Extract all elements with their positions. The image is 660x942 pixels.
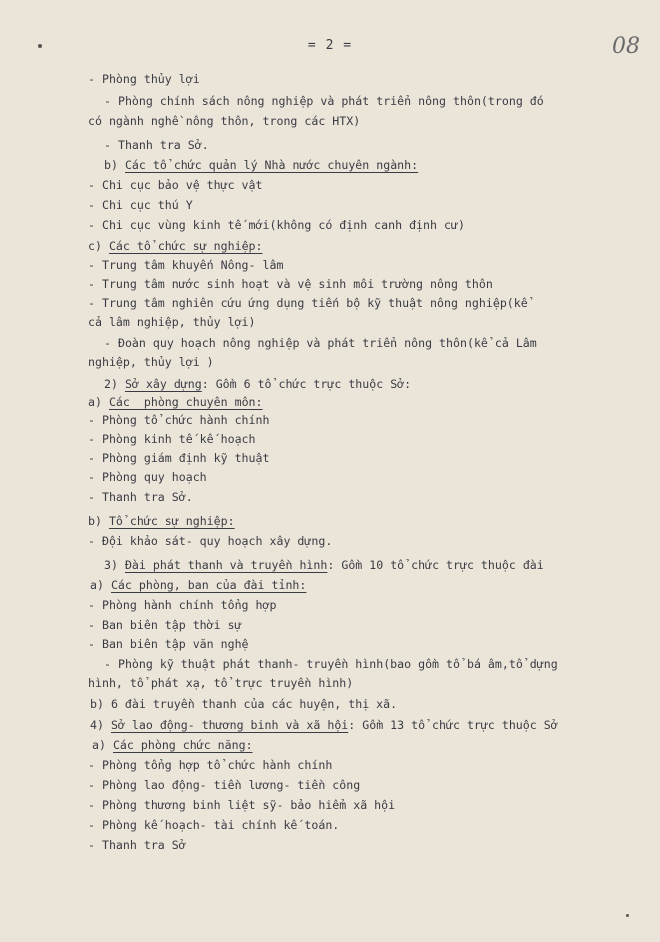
underlined-heading: Các phòng, ban của đài tỉnh: (110, 578, 307, 592)
line-text: a) (90, 578, 111, 592)
ink-speck (38, 44, 42, 48)
text-line (88, 534, 332, 548)
line-text: - Chi cục bảo vệ thực vật (88, 178, 263, 192)
line-text: - Phòng giám định kỹ thuật (88, 451, 270, 465)
line-text: - Trung tâm khuyến Nông- lâm (88, 258, 284, 272)
underlined-heading: Các phòng chuyên môn: (108, 395, 263, 409)
text-line (104, 336, 537, 350)
line-text: nghiệp, thủy lợi ) (88, 355, 214, 369)
line-text: - Ban biên tập văn nghệ (88, 637, 249, 651)
line-text: b) 6 đài truyền thanh của các huyện, thị xã. (90, 697, 398, 711)
text-line (88, 758, 332, 772)
text-line (90, 718, 558, 732)
text-line (88, 514, 235, 528)
line-text: - Phòng kỹ thuật phát thanh- truyền hình(bao gồm tổ bá âm,tổ dựng (104, 657, 558, 671)
text-line (104, 377, 411, 391)
underlined-heading: Sở lao động- thương binh và xã hội (110, 718, 349, 732)
text-line (88, 451, 269, 465)
line-text: - Phòng thương binh liệt sỹ- bảo hiểm xã hội (88, 798, 396, 812)
text-line (90, 578, 306, 592)
text-line (88, 178, 263, 192)
text-line (88, 818, 339, 832)
line-text: - Phòng kinh tế kế hoạch (88, 432, 256, 446)
underlined-heading: Tổ chức sự nghiệp: (108, 514, 235, 528)
line-text: - Thanh tra Sở. (88, 490, 193, 504)
text-line (88, 296, 528, 310)
line-text-rest: : Gồm 6 tổ chức trực thuộc Sở: (201, 377, 412, 391)
line-text: - Đội khảo sát- quy hoạch xây dựng. (88, 534, 333, 548)
text-line (88, 72, 200, 86)
text-line (88, 218, 465, 232)
line-text: - Đoàn quy hoạch nông nghiệp và phát triển nông thôn(kể cả Lâm (104, 336, 537, 350)
text-line (88, 470, 207, 484)
underlined-heading: Các tổ chức quản lý Nhà nước chuyên ngành: (124, 158, 419, 172)
text-line (104, 138, 209, 152)
line-text: a) (92, 738, 113, 752)
text-line (88, 490, 193, 504)
text-line (88, 315, 256, 329)
line-text: cả lâm nghiệp, thủy lợi) (88, 315, 256, 329)
text-line (88, 618, 242, 632)
underlined-heading: Các tổ chức sự nghiệp: (108, 239, 263, 253)
text-line (88, 838, 186, 852)
text-line (90, 697, 397, 711)
text-line (104, 94, 544, 108)
line-text: - Phòng lao động- tiền lương- tiền công (88, 778, 361, 792)
line-text: a) (88, 395, 109, 409)
handwritten-page-mark: 08 (612, 34, 640, 59)
text-line (88, 239, 263, 253)
line-text-rest: : Gồm 13 tổ chức trực thuộc Sở (348, 718, 558, 732)
line-text: - Trung tâm nước sinh hoạt và vệ sinh môi trường nông thôn (88, 277, 493, 291)
line-text: có ngành nghề nông thôn, trong các HTX) (88, 114, 361, 128)
text-line (92, 738, 253, 752)
line-text: - Phòng tổ chức hành chính (88, 413, 270, 427)
line-text: - Thanh tra Sở. (104, 138, 209, 152)
page-number: = 2 = (307, 38, 353, 53)
line-text: - Trung tâm nghiên cứu ứng dụng tiến bộ kỹ thuật nông nghiệp(kể (88, 296, 528, 310)
text-line (88, 798, 395, 812)
line-text: - Thanh tra Sở (88, 838, 186, 852)
ink-speck (626, 914, 629, 917)
text-line (88, 432, 256, 446)
underlined-heading: Sở xây dựng (124, 377, 202, 391)
text-line (88, 355, 214, 369)
line-text: - Phòng quy hoạch (88, 470, 207, 484)
line-text: - Ban biên tập thời sự (88, 618, 242, 632)
line-text: b) (88, 514, 109, 528)
line-text: - Phòng hành chính tổng hợp (88, 598, 277, 612)
line-text: c) (88, 239, 109, 253)
text-line (88, 114, 360, 128)
line-text-rest: : Gồm 10 tổ chức trực thuộc đài (327, 558, 544, 572)
line-text: - Phòng chính sách nông nghiệp và phát triển nông thôn(trong đó (104, 94, 544, 108)
underlined-heading: Đài phát thanh và truyền hình (124, 558, 328, 572)
text-line (104, 657, 558, 671)
line-text: 4) (90, 718, 111, 732)
underlined-heading: Các phòng chức năng: (112, 738, 253, 752)
line-text: - Phòng tổng hợp tổ chức hành chính (88, 758, 333, 772)
text-line (88, 277, 493, 291)
line-text: - Phòng kế hoạch- tài chính kế toán. (88, 818, 340, 832)
text-line (88, 413, 269, 427)
line-text: - Phòng thủy lợi (88, 72, 200, 86)
text-line (88, 637, 249, 651)
line-text: 2) (104, 377, 125, 391)
line-text: hình, tổ phát xạ, tổ trực truyền hình) (88, 676, 354, 690)
text-line (88, 598, 276, 612)
text-line (104, 158, 418, 172)
text-line (88, 395, 263, 409)
text-line (88, 198, 193, 212)
line-text: 3) (104, 558, 125, 572)
text-line (88, 676, 353, 690)
line-text: - Chi cục vùng kinh tế mới(không có định canh định cư) (88, 218, 465, 232)
line-text: b) (104, 158, 125, 172)
text-line (104, 558, 544, 572)
line-text: - Chi cục thú Y (88, 198, 193, 212)
text-line (88, 778, 360, 792)
text-line (88, 258, 283, 272)
